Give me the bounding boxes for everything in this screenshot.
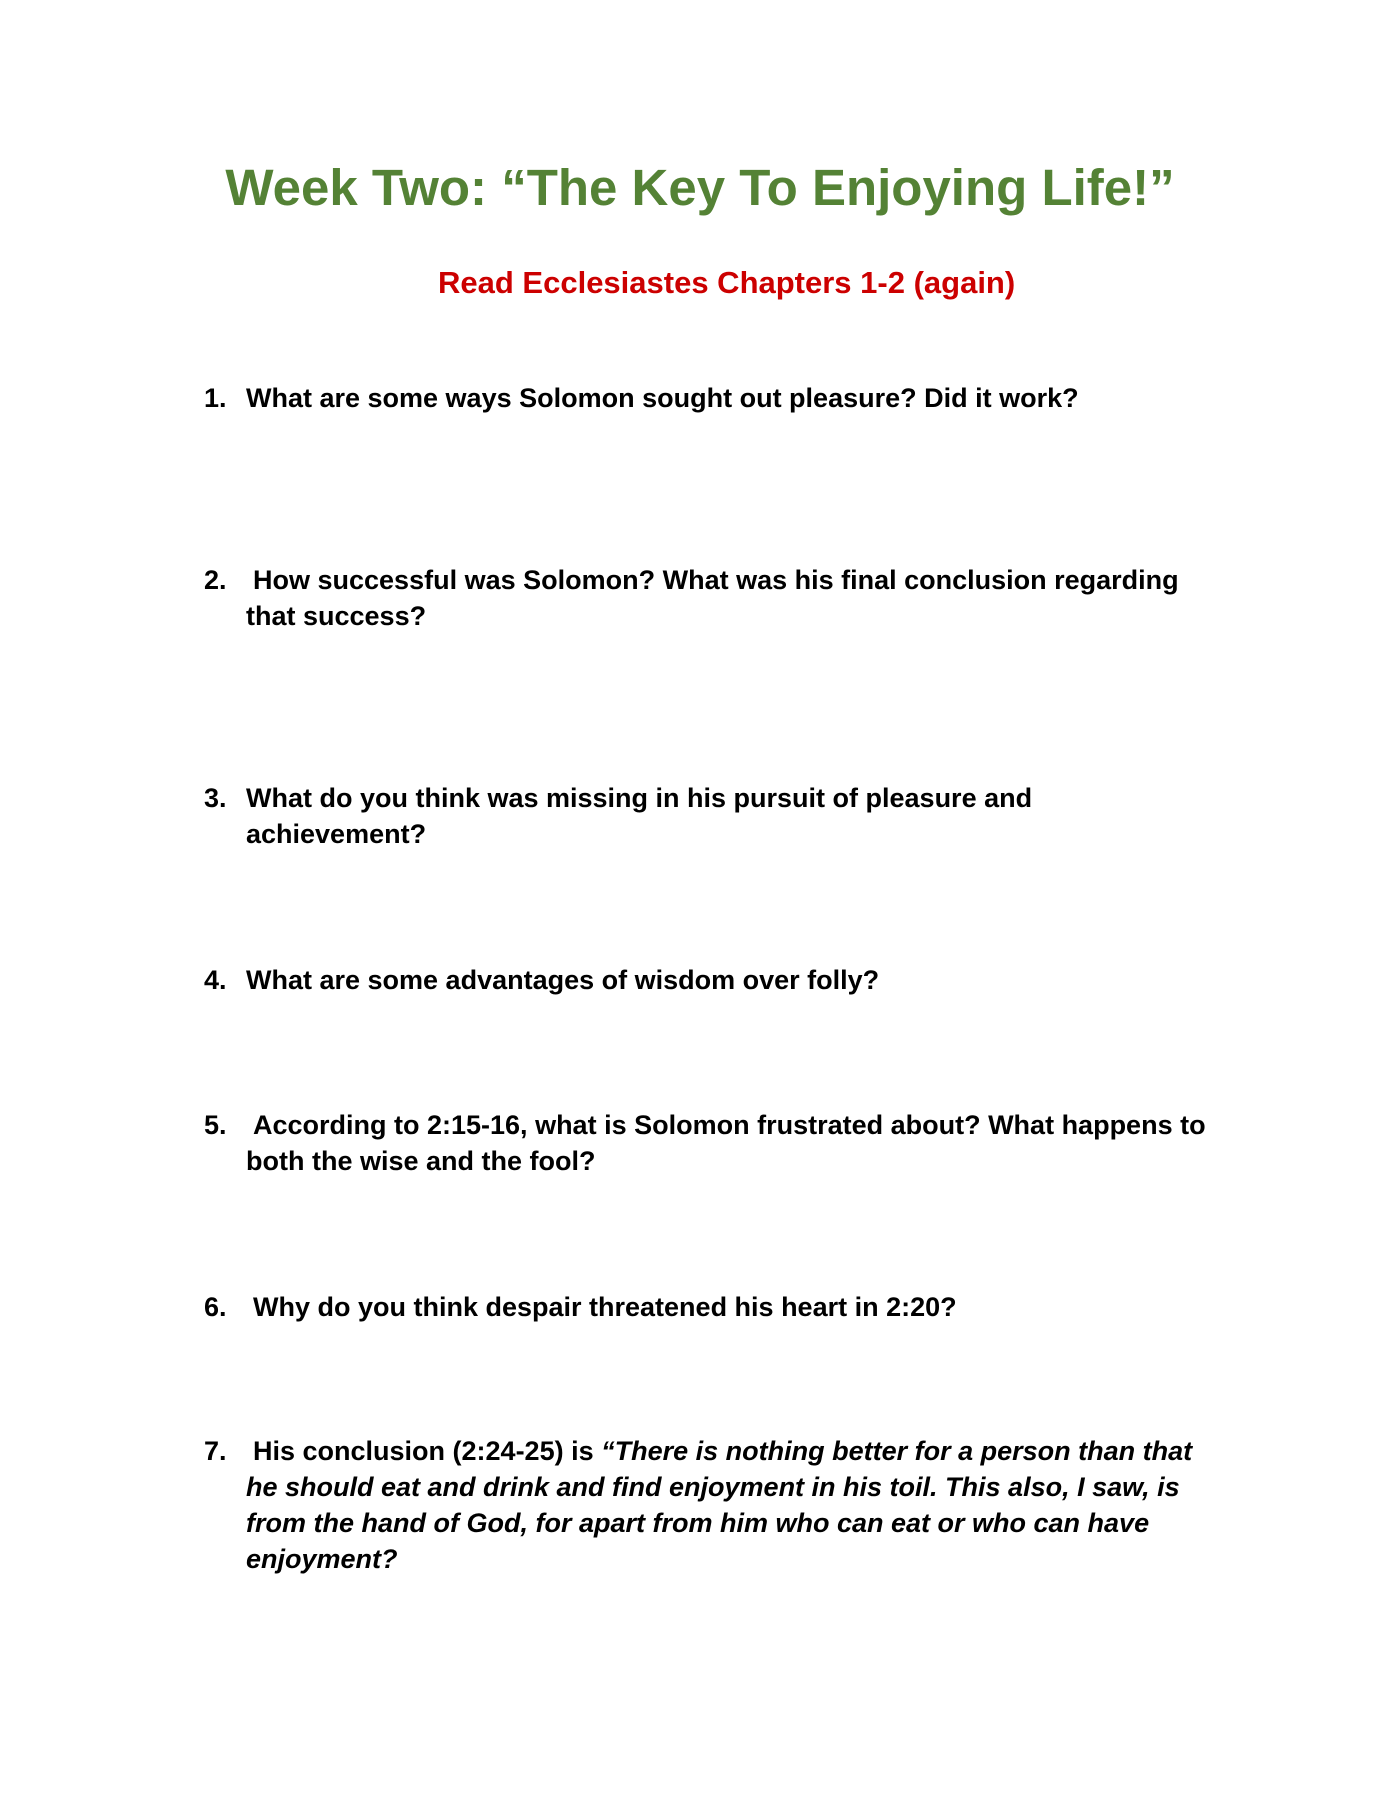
question-text	[246, 1433, 1244, 1577]
scripture-quote: from the hand of God, for apart from him who can eat or who can have	[246, 1508, 1150, 1538]
question-number: 6.	[204, 1292, 227, 1322]
question-line: How successful was Solomon? What was his final conclusion regarding	[253, 565, 1179, 595]
question-text	[246, 1289, 1244, 1325]
question-number: 5.	[204, 1110, 227, 1140]
question-line: What do you think was missing in his pursuit of pleasure and	[246, 783, 1033, 813]
question-line: Why do you think despair threatened his heart in 2:20?	[253, 1292, 957, 1322]
question-6	[204, 1289, 1244, 1325]
question-line	[246, 1433, 1244, 1469]
question-7	[204, 1433, 1244, 1577]
question-line: both the wise and the fool?	[246, 1146, 596, 1176]
scripture-quote: enjoyment?	[246, 1544, 398, 1574]
question-4	[204, 962, 1244, 998]
question-text	[246, 962, 1244, 998]
page-title: Week Two: “The Key To Enjoying Life!”	[225, 159, 1175, 216]
question-number: 7.	[204, 1436, 227, 1466]
question-number: 2.	[204, 565, 227, 595]
question-text	[246, 562, 1244, 634]
question-intro: His conclusion (2:24-25) is	[253, 1436, 602, 1466]
question-text	[246, 1107, 1244, 1179]
question-line: According to 2:15-16, what is Solomon frustrated about? What happens to	[253, 1110, 1206, 1140]
question-text	[246, 780, 1244, 852]
question-5	[204, 1107, 1244, 1179]
scripture-quote: “There is nothing better for a person than that	[601, 1436, 1193, 1466]
question-2	[204, 562, 1244, 634]
question-number: 1.	[204, 383, 227, 413]
question-line: that success?	[246, 601, 427, 631]
question-line: achievement?	[246, 819, 427, 849]
question-line: What are some advantages of wisdom over folly?	[246, 965, 880, 995]
scripture-quote: he should eat and drink and find enjoyment in his toil. This also, I saw, is	[246, 1472, 1180, 1502]
question-3	[204, 780, 1244, 852]
question-text	[246, 380, 1244, 416]
question-1	[204, 380, 1244, 416]
question-line: What are some ways Solomon sought out pleasure? Did it work?	[246, 383, 1079, 413]
question-number: 3.	[204, 783, 227, 813]
reading-assignment-subtitle: Read Ecclesiastes Chapters 1-2 (again)	[438, 265, 1016, 300]
question-number: 4.	[204, 965, 227, 995]
